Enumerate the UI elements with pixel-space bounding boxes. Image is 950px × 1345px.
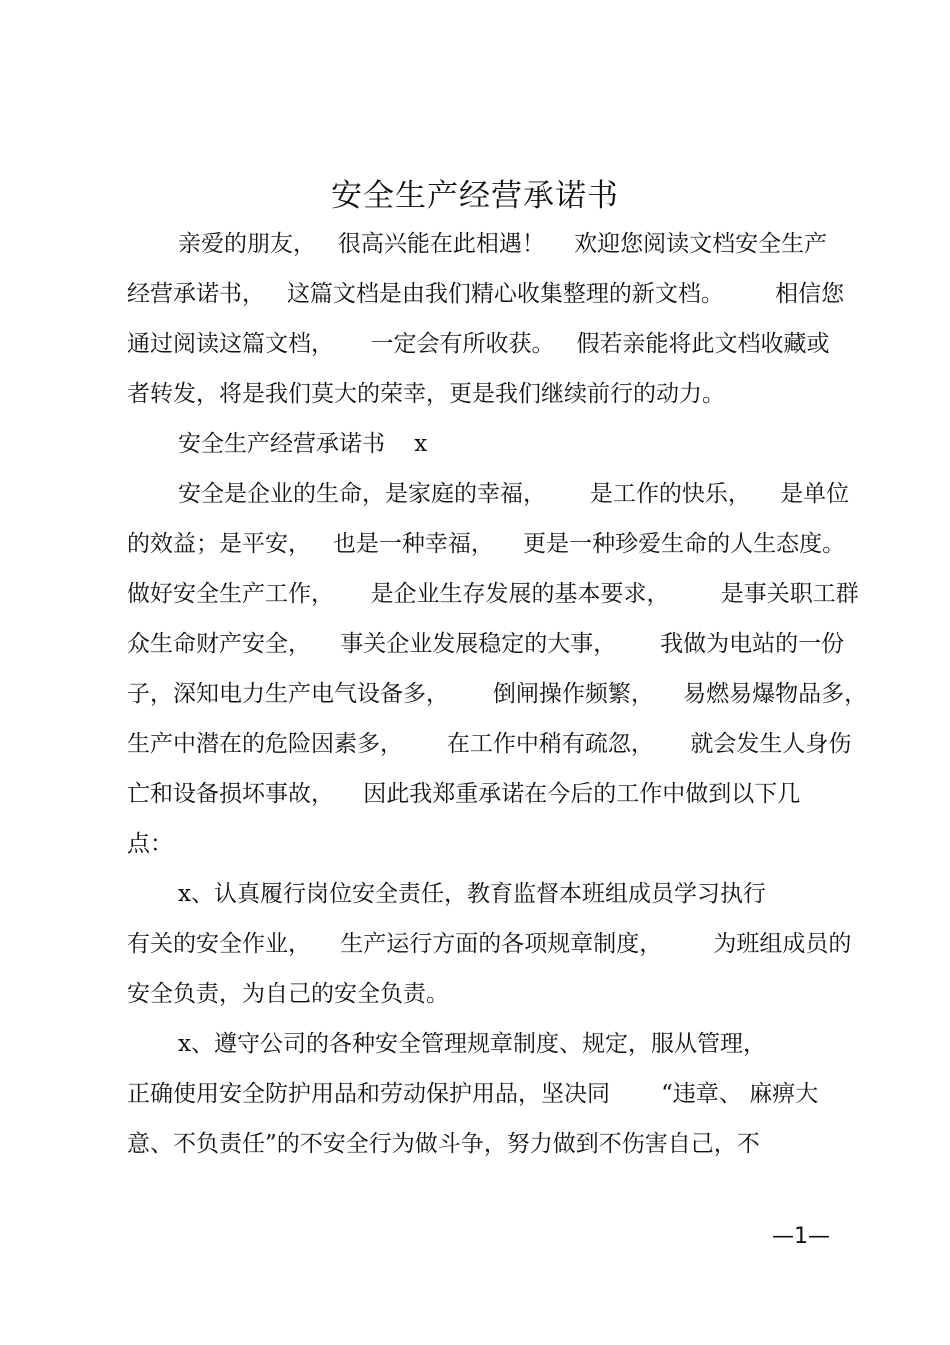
document-title: 安全生产经营承诺书 (331, 178, 619, 214)
text-line: 亲爱的朋友， 很高兴能在此相遇！ 欢迎您阅读文档安全生产 (178, 231, 828, 257)
text-line: 点： (127, 831, 173, 857)
text-line: 经营承诺书， 这篇文档是由我们精心收集整理的新文档。 相信您 (127, 281, 845, 307)
text-line: 众生命财产安全， 事关企业发展稳定的大事， 我做为电站的一份 (127, 631, 845, 657)
text-line: 的效益；是平安， 也是一种幸福， 更是一种珍爱生命的人生态度。 (127, 531, 846, 557)
page-number: —1— (772, 1224, 830, 1249)
text-line: 安全是企业的生命，是家庭的幸福， 是工作的快乐， 是单位 (178, 481, 850, 507)
text-line: x、认真履行岗位安全责任，教育监督本班组成员学习执行 (178, 881, 766, 907)
text-line: 做好安全生产工作， 是企业生存发展的基本要求， 是事关职工群 (127, 581, 859, 607)
text-line: x、遵守公司的各种安全管理规章制度、规定，服从管理， (178, 1031, 766, 1057)
text-line: 生产中潜在的危险因素多， 在工作中稍有疏忽， 就会发生人身伤 (127, 731, 852, 757)
text-line: 亡和设备损坏事故， 因此我郑重承诺在今后的工作中做到以下几 (127, 781, 801, 807)
text-line: 安全生产经营承诺书 x (178, 431, 428, 457)
text-line: 安全负责，为自己的安全负责。 (127, 981, 449, 1007)
text-line: 有关的安全作业， 生产运行方面的各项规章制度， 为班组成员的 (127, 931, 852, 957)
text-line: 通过阅读这篇文档， 一定会有所收获。 假若亲能将此文档收藏或 (127, 331, 830, 357)
text-line: 意、不负责任”的不安全行为做斗争，努力做到不伤害自己，不 (127, 1131, 760, 1157)
text-line: 者转发，将是我们莫大的荣幸，更是我们继续前行的动力。 (127, 381, 725, 407)
text-line: 子，深知电力生产电气设备多， 倒闸操作频繁， 易燃易爆物品多， (127, 681, 868, 707)
text-line: 正确使用安全防护用品和劳动保护用品，坚决同 “违章、 麻痹大 (127, 1081, 819, 1107)
